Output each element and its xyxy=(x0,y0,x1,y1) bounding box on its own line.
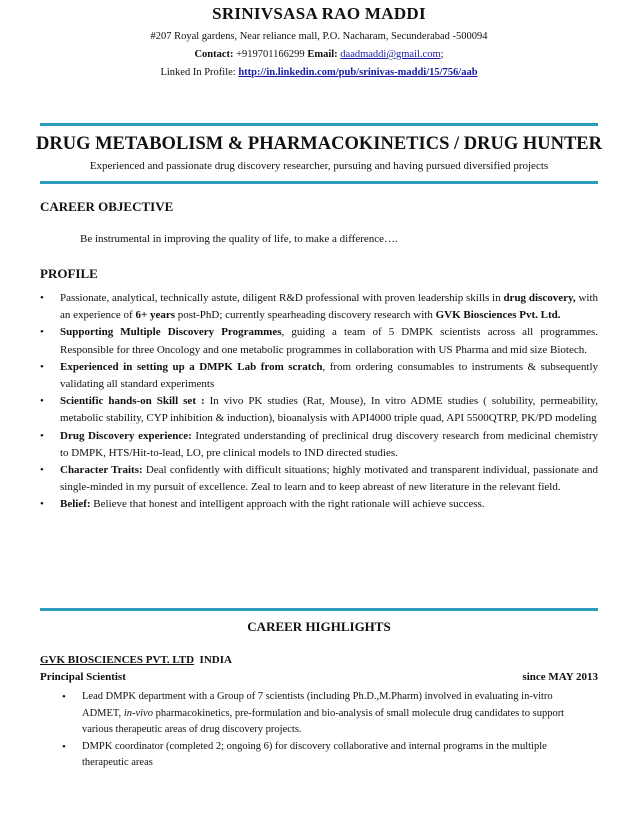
company-line xyxy=(40,654,232,666)
item-bold: Character Traits: xyxy=(60,464,143,477)
list-item xyxy=(40,496,598,513)
item-bold: drug discovery, xyxy=(503,292,576,304)
linkedin-label: Linked In Profile: xyxy=(160,67,236,78)
address: #207 Royal gardens, Near reliance mall, P.O. Nacharam, Secunderabad -500094 xyxy=(150,31,488,42)
item-italic: in-vivo xyxy=(123,707,153,719)
company-name: GVK BIOSCIENCES PVT. LTD xyxy=(40,654,195,666)
item-text: DMPK coordinator (completed 2; ongoing 6) for discovery collaborative and internal programs in the multiple therapeutic areas xyxy=(82,740,547,768)
item-text: Passionate, analytical, technically astute, diligent R&D professional with proven leadership skills in xyxy=(60,292,504,304)
item-bold: Drug Discovery experience: xyxy=(60,429,192,442)
headline-title: DRUG METABOLISM & PHARMACOKINETICS / DRUG HUNTER xyxy=(36,134,602,154)
list-item xyxy=(40,324,598,358)
list-item xyxy=(62,739,592,772)
item-text: pharmacokinetics, pre-formulation and bio-analysis of small molecule drug candidates to support various therapeutic areas of drug discovery projects. xyxy=(82,707,565,735)
list-item xyxy=(40,462,598,496)
bullet: • xyxy=(40,292,44,304)
profile-list xyxy=(40,290,598,514)
profile-heading: PROFILE xyxy=(40,266,98,281)
divider-highlights xyxy=(40,608,598,611)
contact-line xyxy=(0,49,638,60)
job-responsibilities xyxy=(62,689,592,772)
item-text: Integrated understanding of preclinical drug discovery research from medicinal chemistry to DMPK, HTS/Hit-to-lead, LO, pre clinical models to IND directed studies. xyxy=(60,429,598,459)
bullet: • xyxy=(40,429,44,442)
list-item xyxy=(62,689,592,739)
job-since: since MAY 2013 xyxy=(522,671,598,683)
contact-label: Contact: xyxy=(194,49,234,60)
company-country: INDIA xyxy=(199,654,232,666)
list-item xyxy=(40,428,598,462)
list-item xyxy=(40,359,598,393)
career-highlights-heading: CAREER HIGHLIGHTS xyxy=(247,619,391,634)
item-text: Deal confidently with difficult situations; highly motivated and transparent individual, passionate and single-minded in my pursuit of excellence. Zeal to learn and to keep abreast of new literature in the relevant field. xyxy=(60,464,598,494)
item-bold: 6+ years xyxy=(135,309,176,322)
bullet: • xyxy=(40,464,44,477)
bullet: • xyxy=(62,691,66,703)
item-bold: Supporting Multiple Discovery Programmes xyxy=(60,326,282,339)
item-text: with an experience of xyxy=(60,292,598,322)
item-text: , guiding a team of 5 DMPK scientists across all programmes. Responsible for three Oncology and one metabolic programmes in collaboration with US Pharma and mid size Biotech. xyxy=(60,326,598,356)
item-bold: Experienced in setting up a DMPK Lab from scratch xyxy=(60,360,323,373)
bullet: • xyxy=(40,360,44,373)
item-bold: Belief: xyxy=(60,498,91,511)
item-text: In vivo PK studies (Rat, Mouse), In vitro ADME studies ( solubility, permeability, metabolic stability, CYP inhibition & induction), bioanalysis with API4000 triple quad, API 5500QTRP, PK/PD modeling xyxy=(60,395,599,425)
linkedin-link[interactable]: http://in.linkedin.com/pub/srinivas-maddi/15/756/aab xyxy=(238,67,478,78)
career-objective-text: Be instrumental in improving the quality of life, to make a difference…. xyxy=(80,233,398,245)
bullet: • xyxy=(40,326,44,339)
email-link[interactable]: daadmaddi@gmail.com xyxy=(340,49,441,60)
item-text: , from ordering consumables to instruments & subsequently validating all standard experiments xyxy=(60,360,598,391)
item-bold: GVK Biosciences Pvt. Ltd. xyxy=(435,309,561,322)
headline-tagline: Experienced and passionate drug discovery researcher, pursuing and having pursued diversified projects xyxy=(89,160,549,172)
bullet: • xyxy=(62,740,66,753)
career-objective-heading: CAREER OBJECTIVE xyxy=(40,199,174,214)
phone: +919701166299 xyxy=(236,49,305,60)
email-label: Email: xyxy=(307,49,338,60)
bullet: • xyxy=(40,498,44,511)
bullet: • xyxy=(40,395,44,408)
item-text: Believe that honest and intelligent approach with the right rationale will achieve success. xyxy=(90,498,485,511)
list-item xyxy=(40,393,598,427)
item-bold: Scientific hands-on Skill set : xyxy=(60,395,205,408)
linkedin-line xyxy=(0,67,638,78)
candidate-name: SRINIVSASA RAO MADDI xyxy=(212,4,426,23)
job-role: Principal Scientist xyxy=(40,671,126,683)
item-text: post-PhD; currently spearheading discovery research with xyxy=(175,309,436,322)
list-item xyxy=(40,290,598,324)
divider-top xyxy=(40,123,598,126)
email-suffix: ; xyxy=(440,49,444,60)
divider-headline xyxy=(40,181,598,184)
item-text: Lead DMPK department with a Group of 7 scientists (including Ph.D.,M.Pharm) involved in evaluating in-vitro ADMET, xyxy=(82,691,553,719)
